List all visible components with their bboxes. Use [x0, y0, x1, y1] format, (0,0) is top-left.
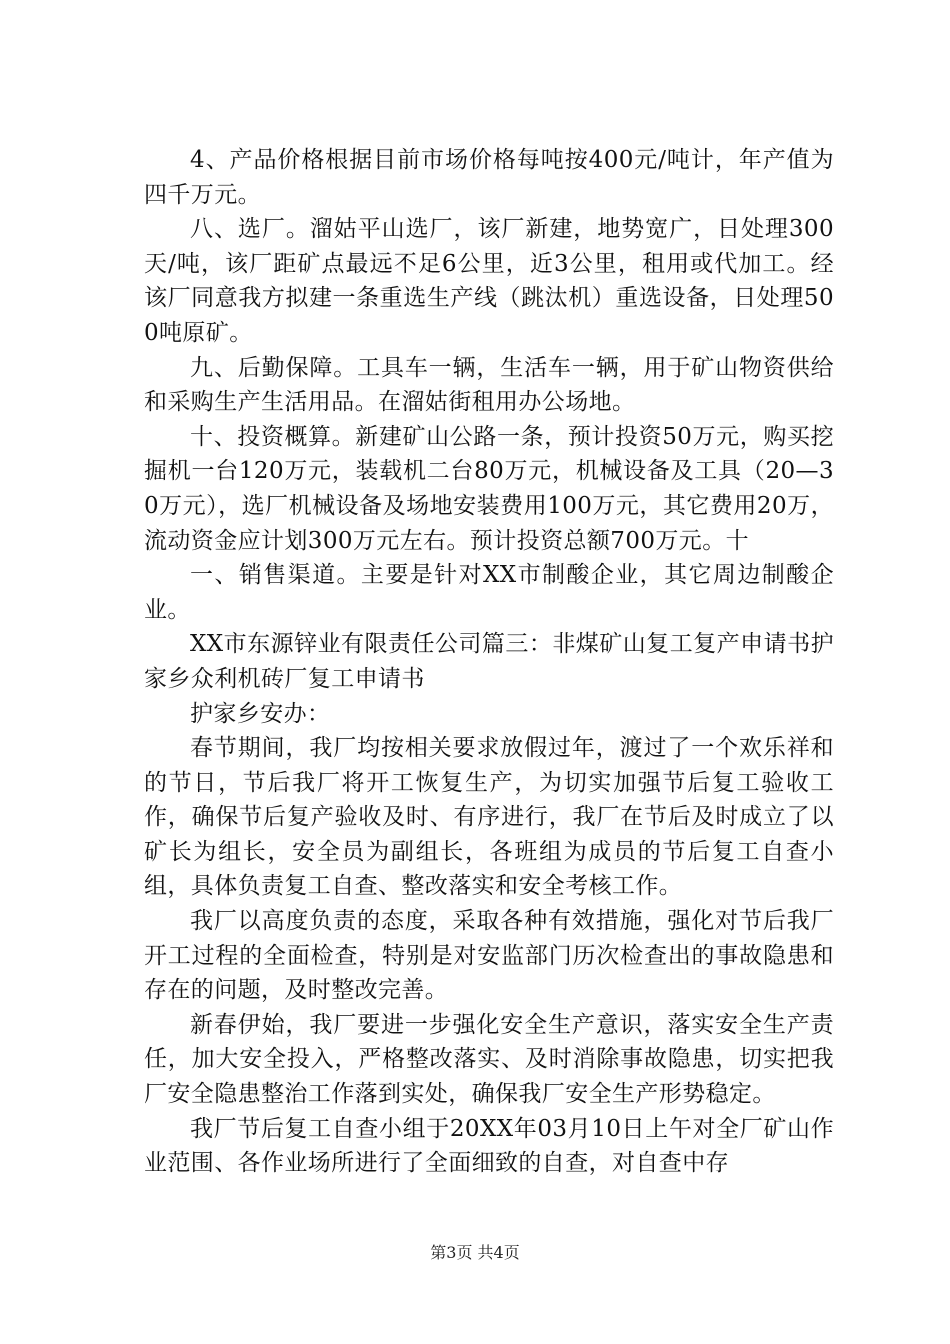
- paragraph-safety-awareness: 新春伊始，我厂要进一步强化安全生产意识，落实安全生产责任，加大安全投入，严格整改落实、及时消除事故隐患，切实把我厂安全隐患整治工作落到实处，确保我厂安全生产形势稳定。: [144, 1011, 834, 1108]
- paragraph-inspection: 我厂以高度负责的态度，采取各种有效措施，强化对节后我厂开工过程的全面检查，特别是对安监部门历次检查出的事故隐患和存在的问题，及时整改完善。: [144, 908, 834, 1004]
- page-number-footer: 第3页 共4页: [430, 1243, 520, 1262]
- paragraph-self-check: 我厂节后复工自查小组于20XX年03月10日上午对全厂矿山作业范围、各作业场所进行了全面细致的自查，对自查中存: [144, 1115, 834, 1177]
- paragraph-salutation: 护家乡安办：: [190, 700, 331, 727]
- paragraph-spring-festival: 春节期间，我厂均按相关要求放假过年，渡过了一个欢乐祥和的节日，节后我厂将开工恢复生产，为切实加强节后复工验收工作，确保节后复产验收及时、有序进行，我厂在节后及时成立了以矿长为组长，安全员为副组长，各班组为成员的节后复工自查小组，具体负责复工自查、整改落实和安全考核工作。: [144, 735, 834, 900]
- paragraph-section-title: XX市东源锌业有限责任公司篇三：非煤矿山复工复产申请书护家乡众利机砖厂复工申请书: [144, 631, 834, 692]
- document-body: [144, 143, 834, 1181]
- paragraph-investment: 十、投资概算。新建矿山公路一条，预计投资50万元，购买挖掘机一台120万元，装载机二台80万元，机械设备及工具（20—30万元），选厂机械设备及场地安装费用100万元，其它费用20万，流动资金应计划300万元左右。预计投资总额700万元。十: [144, 423, 834, 554]
- paragraph-processing-plant: 八、选厂。溜姑平山选厂，该厂新建，地势宽广，日处理300天/吨，该厂距矿点最远不足6公里，近3公里，租用或代加工。经该厂同意我方拟建一条重选生产线（跳汰机）重选设备，日处理500吨原矿。: [144, 216, 834, 346]
- paragraph-logistics: 九、后勤保障。工具车一辆，生活车一辆，用于矿山物资供给和采购生产生活用品。在溜姑街租用办公场地。: [144, 354, 834, 416]
- paragraph-sales-channel: 一、销售渠道。主要是针对XX市制酸企业，其它周边制酸企业。: [144, 562, 834, 623]
- paragraph-product-price: 4、产品价格根据目前市场价格每吨按400元/吨计，年产值为四千万元。: [144, 147, 834, 208]
